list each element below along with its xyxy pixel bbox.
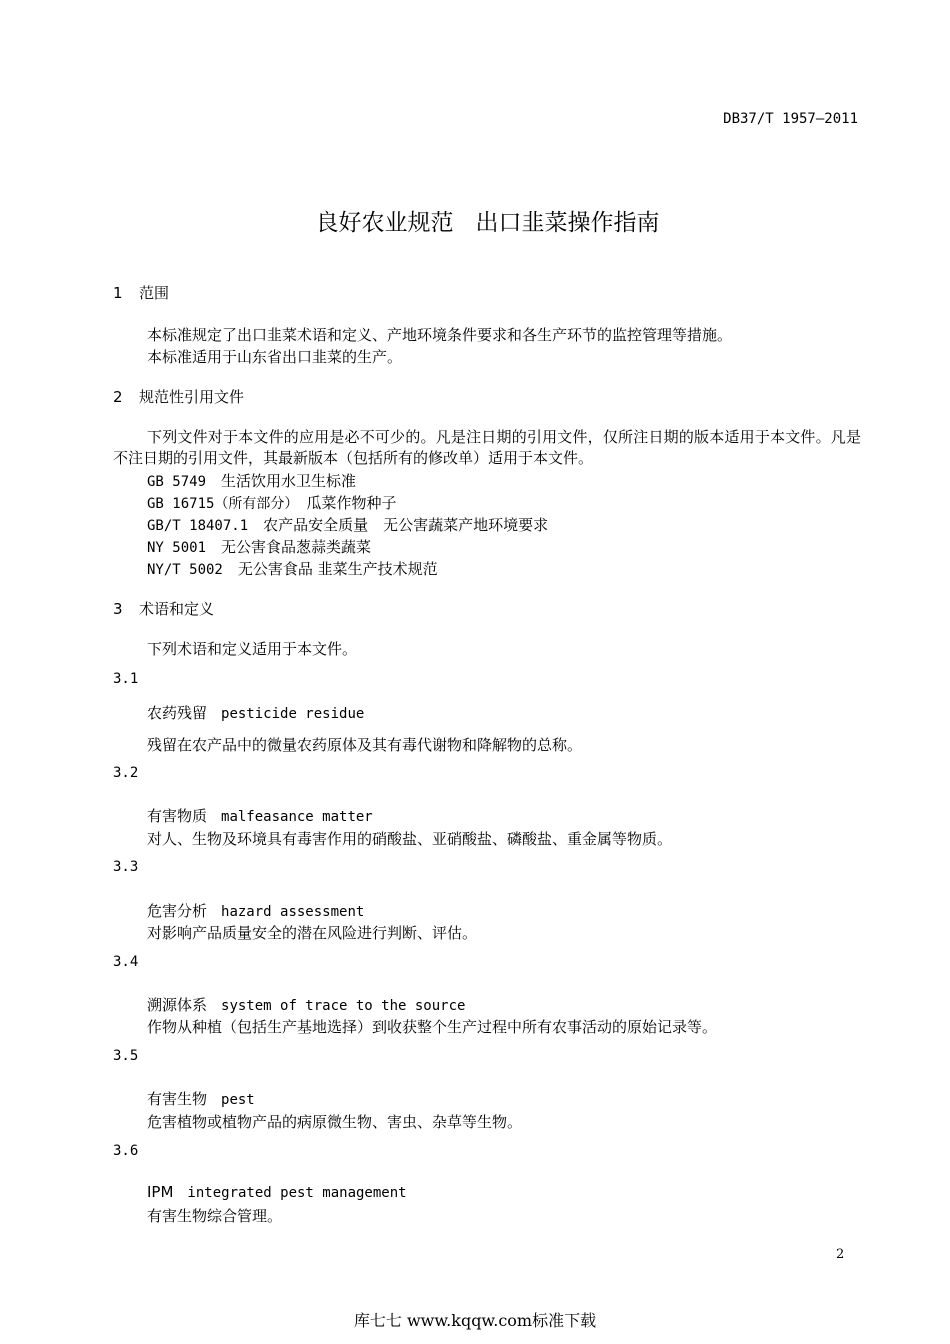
term-zh: 危害分析 xyxy=(147,902,208,920)
term-definition: 对人、生物及环境具有毒害作用的硝酸盐、亚硝酸盐、磷酸盐、重金属等物质。 xyxy=(147,830,673,848)
term-en: malfeasance matter xyxy=(221,809,373,825)
footer-watermark: 库七七 www.kqqw.com标准下载 xyxy=(353,1311,597,1330)
term-number: 3.3 xyxy=(113,859,139,875)
reference-name: 无公害食品 韭菜生产技术规范 xyxy=(237,560,438,578)
reference-code: GB 16715（所有部分） xyxy=(147,496,292,512)
term-definition: 对影响产品质量安全的潜在风险进行判断、评估。 xyxy=(147,924,478,942)
reference-item xyxy=(147,492,396,513)
term-en: pesticide residue xyxy=(221,706,365,722)
term-zh: IPM xyxy=(147,1183,174,1201)
term-definition: 作物从种植（包括生产基地选择）到收获整个生产过程中所有农事活动的原始记录等。 xyxy=(147,1018,718,1036)
document-code: DB37/T 1957—2011 xyxy=(723,111,858,127)
section-1-heading xyxy=(113,282,169,303)
term-heading xyxy=(147,1183,407,1201)
section-3-intro: 下列术语和定义适用于本文件。 xyxy=(147,640,358,658)
term-number: 3.6 xyxy=(113,1143,139,1159)
term-number: 3.5 xyxy=(113,1048,139,1064)
term-heading xyxy=(147,900,364,921)
term-zh: 农药残留 xyxy=(147,704,208,722)
section-1-paragraph-1: 本标准规定了出口韭菜术语和定义、产地环境条件要求和各生产环节的监控管理等措施。 xyxy=(147,326,733,344)
section-title: 规范性引用文件 xyxy=(139,388,245,406)
reference-name: 农产品安全质量 无公害蔬菜产地环境要求 xyxy=(263,516,549,534)
reference-item xyxy=(147,536,371,557)
reference-code: NY 5001 xyxy=(147,540,207,556)
section-3-heading xyxy=(113,598,214,619)
term-en: hazard assessment xyxy=(221,904,365,920)
reference-item xyxy=(147,514,548,535)
reference-item xyxy=(147,470,356,491)
page-number: 2 xyxy=(836,1247,845,1262)
term-definition: 残留在农产品中的微量农药原体及其有毒代谢物和降解物的总称。 xyxy=(147,736,583,754)
term-number: 3.1 xyxy=(113,671,139,687)
section-number: 1 xyxy=(113,284,123,302)
section-number: 2 xyxy=(113,388,123,406)
term-en: pest xyxy=(221,1092,255,1108)
term-heading xyxy=(147,1088,255,1109)
section-2-intro: 下列文件对于本文件的应用是必不可少的。凡是注日期的引用文件，仅所注日期的版本适用于本文件。凡是不注日期的引用文件，其最新版本（包括所有的修改单）适用于本文件。 xyxy=(113,428,861,467)
section-1-paragraph-2: 本标准适用于山东省出口韭菜的生产。 xyxy=(147,348,403,366)
section-title: 范围 xyxy=(139,284,170,302)
term-heading xyxy=(147,805,373,826)
reference-item xyxy=(147,558,438,579)
title-part1: 良好农业规范 xyxy=(315,210,454,236)
term-number: 3.4 xyxy=(113,954,139,970)
page-title xyxy=(0,204,950,237)
term-en: integrated pest management xyxy=(187,1185,407,1201)
term-definition: 危害植物或植物产品的病原微生物、害虫、杂草等生物。 xyxy=(147,1113,523,1131)
reference-code: GB/T 18407.1 xyxy=(147,518,249,534)
title-part2: 出口韭菜操作指南 xyxy=(475,210,660,236)
term-heading xyxy=(147,702,364,723)
reference-code: NY/T 5002 xyxy=(147,562,223,578)
term-en: system of trace to the source xyxy=(221,998,466,1014)
term-number: 3.2 xyxy=(113,765,139,781)
term-zh: 溯源体系 xyxy=(147,996,208,1014)
term-heading xyxy=(147,994,465,1015)
term-zh: 有害物质 xyxy=(147,807,208,825)
reference-name: 生活饮用水卫生标准 xyxy=(221,472,357,490)
section-title: 术语和定义 xyxy=(139,600,215,618)
reference-code: GB 5749 xyxy=(147,474,207,490)
reference-name: 无公害食品葱蒜类蔬菜 xyxy=(221,538,372,556)
section-2-heading xyxy=(113,386,244,407)
term-definition: 有害生物综合管理。 xyxy=(147,1207,283,1225)
reference-name: 瓜菜作物种子 xyxy=(306,494,397,512)
section-number: 3 xyxy=(113,600,123,618)
term-zh: 有害生物 xyxy=(147,1090,208,1108)
